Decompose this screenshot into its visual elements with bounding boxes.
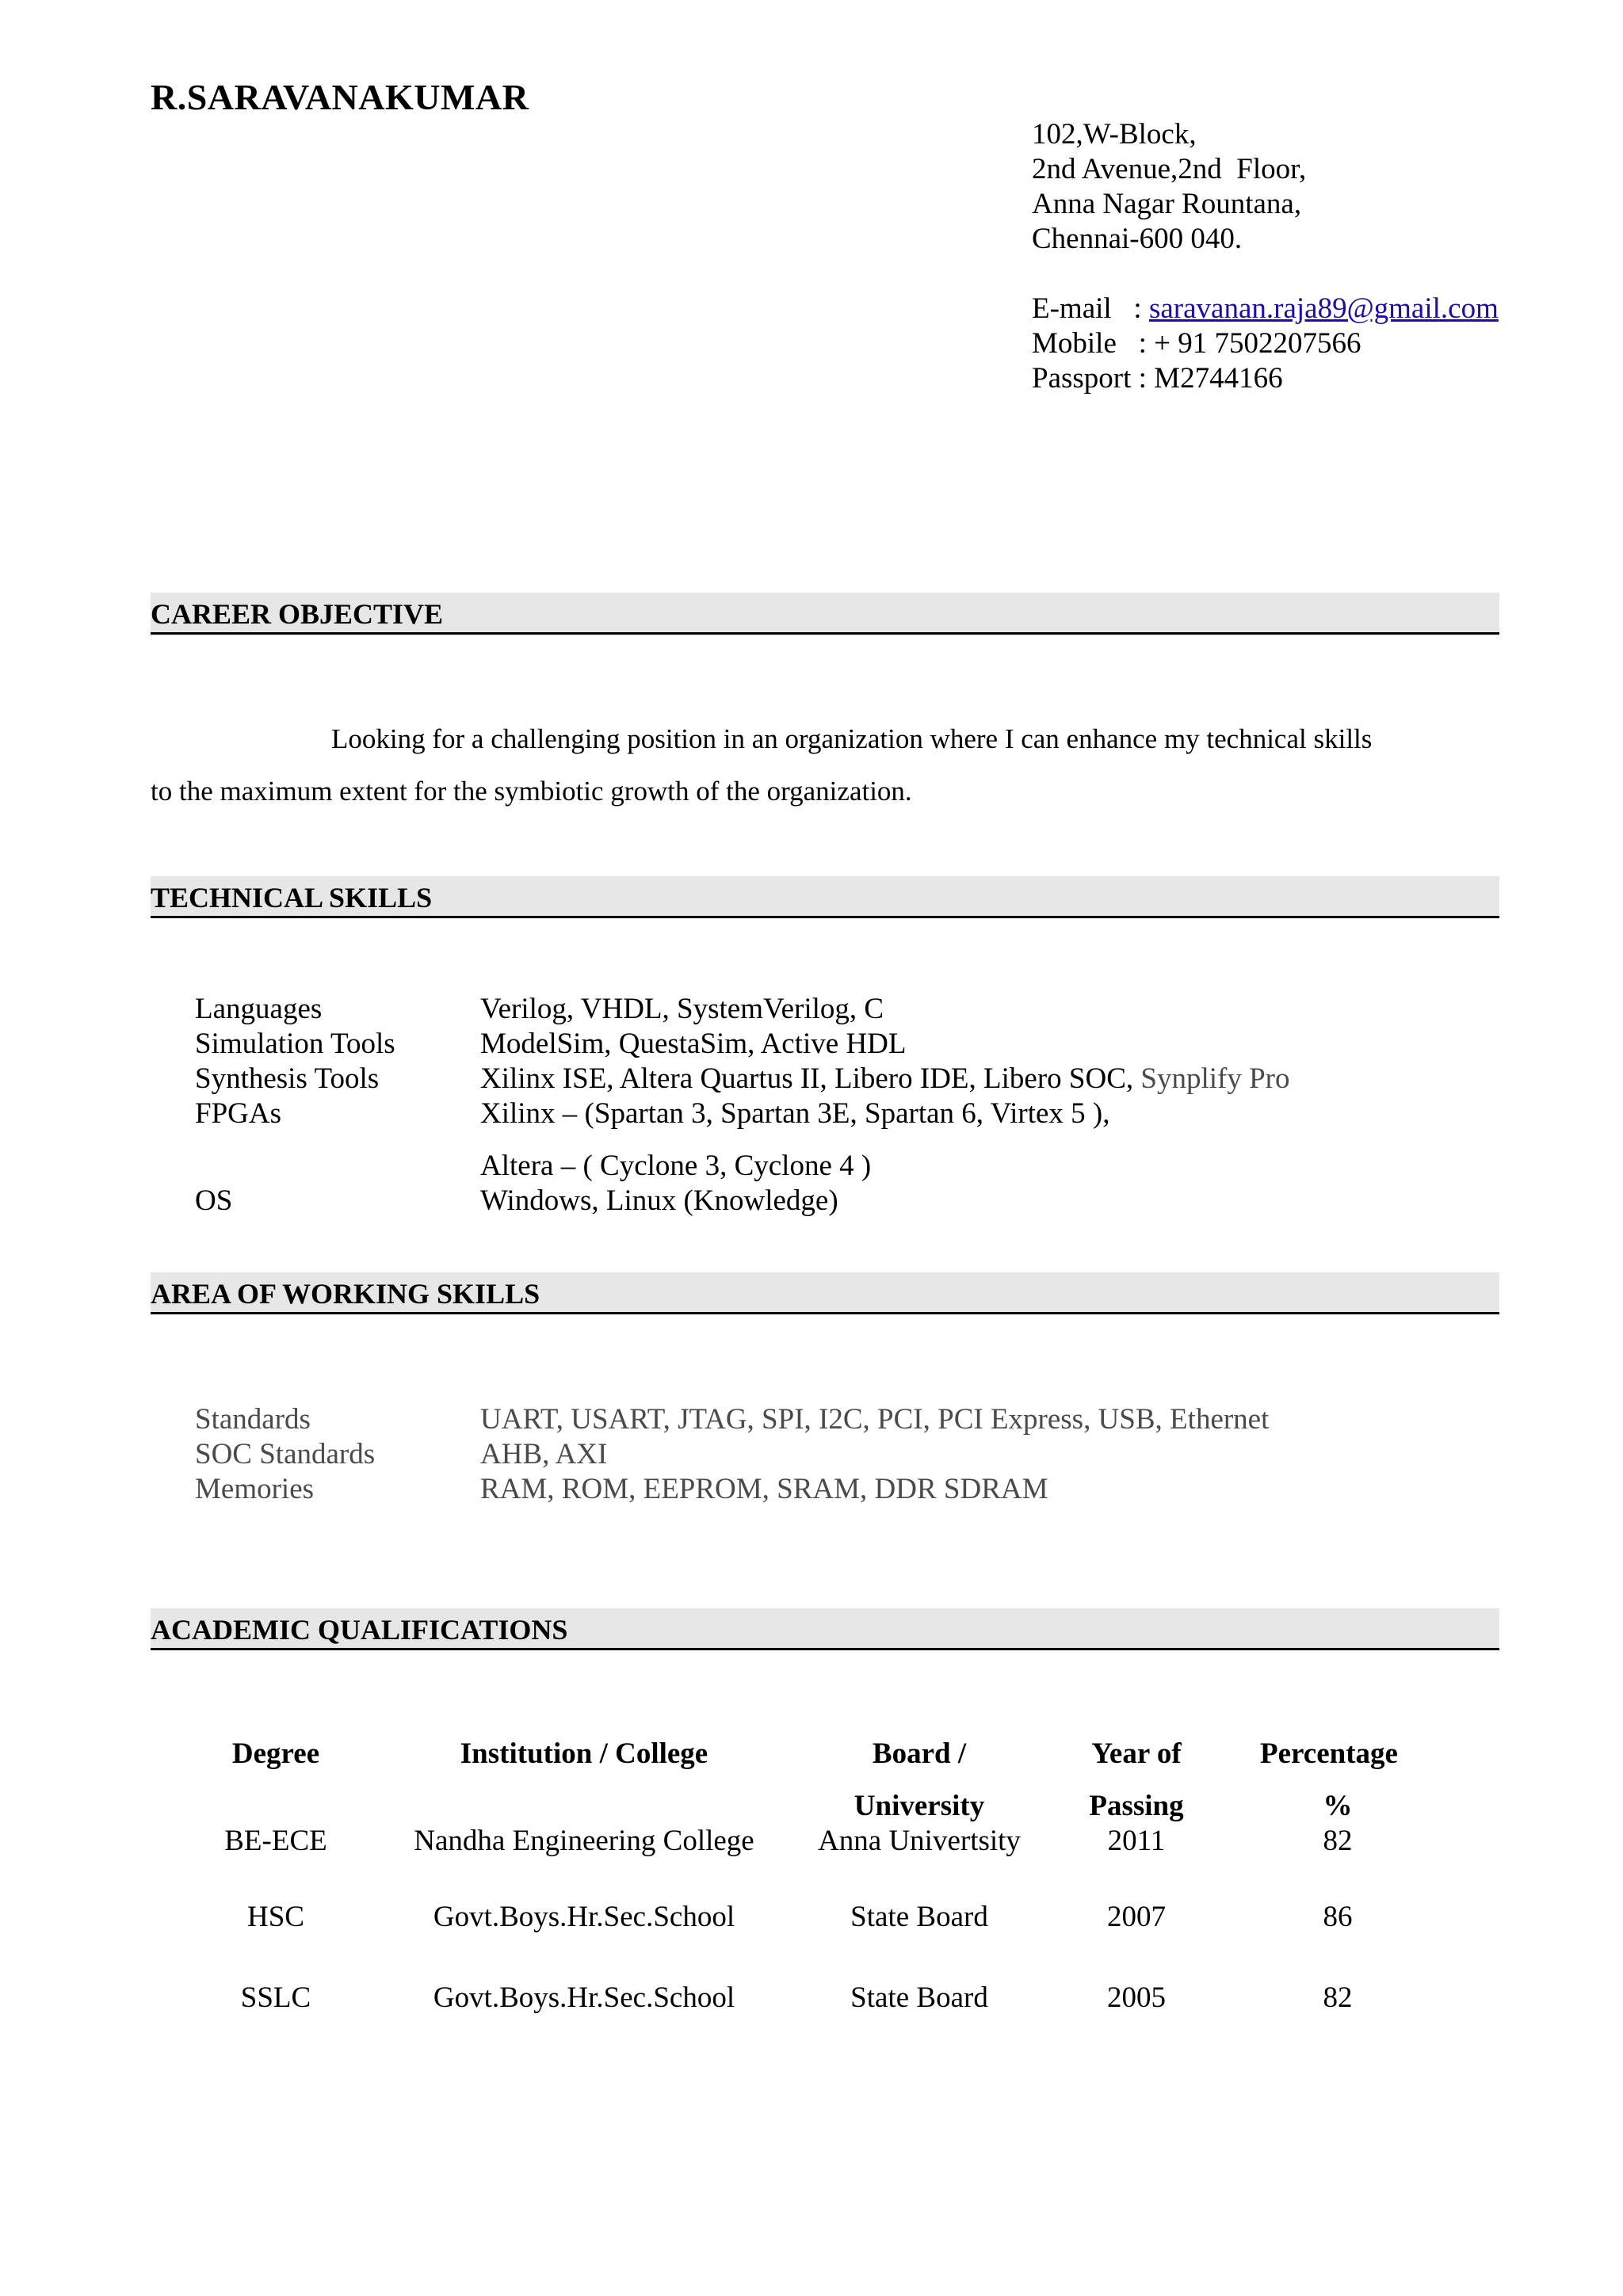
skill-value-text: Xilinx ISE, Altera Quartus II, Libero IDE, Libero SOC, bbox=[480, 1062, 1141, 1095]
skill-value: AHB, AXI bbox=[480, 1438, 608, 1470]
col-header-percentage-2: % bbox=[1323, 1790, 1353, 1822]
contact-block bbox=[1032, 292, 1499, 396]
section-title: TECHNICAL SKILLS bbox=[151, 882, 433, 913]
table-cell-institution: Nandha Engineering College bbox=[414, 1825, 754, 1857]
table-cell-year: 2007 bbox=[1107, 1901, 1166, 1933]
mobile-row: Mobile : + 91 7502207566 bbox=[1032, 327, 1361, 360]
table-cell-institution: Govt.Boys.Hr.Sec.School bbox=[433, 1981, 735, 2014]
table-cell-year: 2011 bbox=[1107, 1825, 1166, 1857]
table-cell-percentage: 82 bbox=[1323, 1981, 1353, 2014]
address-line: 2nd Avenue,2nd Floor, bbox=[1032, 153, 1307, 185]
table-cell-degree: HSC bbox=[247, 1901, 304, 1933]
section-header-technical-skills bbox=[151, 876, 1499, 918]
technical-skills-list bbox=[195, 992, 1463, 1219]
col-header-institution: Institution / College bbox=[460, 1737, 708, 1770]
skill-value: RAM, ROM, EEPROM, SRAM, DDR SDRAM bbox=[480, 1473, 1048, 1505]
table-cell-board: Anna Univertsity bbox=[818, 1825, 1021, 1857]
skill-row-fpgas-altera bbox=[195, 1149, 1463, 1184]
section-title: AREA OF WORKING SKILLS bbox=[151, 1278, 540, 1310]
skill-label: Synthesis Tools bbox=[195, 1062, 380, 1095]
email-label: E-mail : bbox=[1032, 292, 1149, 325]
skill-value-text-gray: Synplify Pro bbox=[1140, 1062, 1290, 1095]
skill-row-languages bbox=[195, 992, 1463, 1027]
section-title: CAREER OBJECTIVE bbox=[151, 598, 444, 630]
skill-label: Standards bbox=[195, 1403, 311, 1436]
skill-value: Altera – ( Cyclone 3, Cyclone 4 ) bbox=[480, 1150, 872, 1182]
section-title: ACADEMIC QUALIFICATIONS bbox=[151, 1614, 568, 1646]
table-cell-degree: SSLC bbox=[240, 1981, 311, 2014]
table-cell-percentage: 86 bbox=[1323, 1901, 1353, 1933]
skill-value: ModelSim, QuestaSim, Active HDL bbox=[480, 1028, 907, 1060]
table-cell-board: State Board bbox=[850, 1981, 988, 2014]
skill-row-standards bbox=[195, 1402, 1463, 1437]
skill-row-simulation bbox=[195, 1027, 1463, 1062]
section-header-academic bbox=[151, 1608, 1499, 1650]
skill-label: Languages bbox=[195, 993, 323, 1025]
skill-label: Memories bbox=[195, 1473, 315, 1505]
col-header-percentage: Percentage bbox=[1260, 1737, 1398, 1770]
table-cell-board: State Board bbox=[850, 1901, 988, 1933]
working-skills-list bbox=[195, 1402, 1463, 1507]
objective-line bbox=[151, 713, 1482, 765]
skill-row-synthesis bbox=[195, 1062, 1463, 1097]
section-header-working-skills bbox=[151, 1272, 1499, 1314]
objective-text: Looking for a challenging position in an organization where I can enhance my technical skills bbox=[331, 723, 1373, 754]
skill-label: OS bbox=[195, 1184, 233, 1217]
skill-row-soc bbox=[195, 1437, 1463, 1472]
email-link[interactable]: saravanan.raja89@gmail.com bbox=[1148, 292, 1499, 325]
postal-address bbox=[1032, 117, 1306, 257]
col-header-year-2: Passing bbox=[1089, 1790, 1184, 1822]
skill-value: Verilog, VHDL, SystemVerilog, C bbox=[480, 993, 884, 1025]
address-line: Anna Nagar Rountana, bbox=[1032, 188, 1302, 220]
skill-label: FPGAs bbox=[195, 1097, 281, 1130]
email-row bbox=[1032, 292, 1499, 326]
objective-paragraph bbox=[151, 713, 1482, 818]
skill-value: Xilinx – (Spartan 3, Spartan 3E, Spartan 6, Virtex 5 ), bbox=[480, 1097, 1110, 1130]
skill-row-fpgas bbox=[195, 1097, 1463, 1131]
table-cell-institution: Govt.Boys.Hr.Sec.School bbox=[433, 1901, 735, 1933]
skill-row-memories bbox=[195, 1472, 1463, 1507]
skill-value: UART, USART, JTAG, SPI, I2C, PCI, PCI Express, USB, Ethernet bbox=[480, 1403, 1270, 1436]
col-header-board-2: University bbox=[854, 1790, 985, 1822]
skill-label: SOC Standards bbox=[195, 1438, 376, 1470]
skill-value: Windows, Linux (Knowledge) bbox=[480, 1184, 838, 1217]
section-header-career-objective bbox=[151, 593, 1499, 635]
col-header-degree: Degree bbox=[231, 1737, 320, 1770]
skill-value bbox=[480, 1062, 1289, 1097]
candidate-name: R.SARAVANAKUMAR bbox=[151, 77, 529, 117]
col-header-board: Board / bbox=[872, 1737, 967, 1770]
col-header-year: Year of bbox=[1091, 1737, 1182, 1770]
skill-row-os bbox=[195, 1184, 1463, 1219]
address-line: 102,W-Block, bbox=[1032, 118, 1197, 151]
table-cell-percentage: 82 bbox=[1323, 1825, 1353, 1857]
skill-label: Simulation Tools bbox=[195, 1028, 395, 1060]
address-line: Chennai-600 040. bbox=[1032, 223, 1243, 255]
table-cell-year: 2005 bbox=[1107, 1981, 1166, 2014]
objective-line: to the maximum extent for the symbiotic growth of the organization. bbox=[151, 776, 912, 807]
table-cell-degree: BE-ECE bbox=[224, 1825, 327, 1857]
passport-row: Passport : M2744166 bbox=[1032, 362, 1283, 395]
